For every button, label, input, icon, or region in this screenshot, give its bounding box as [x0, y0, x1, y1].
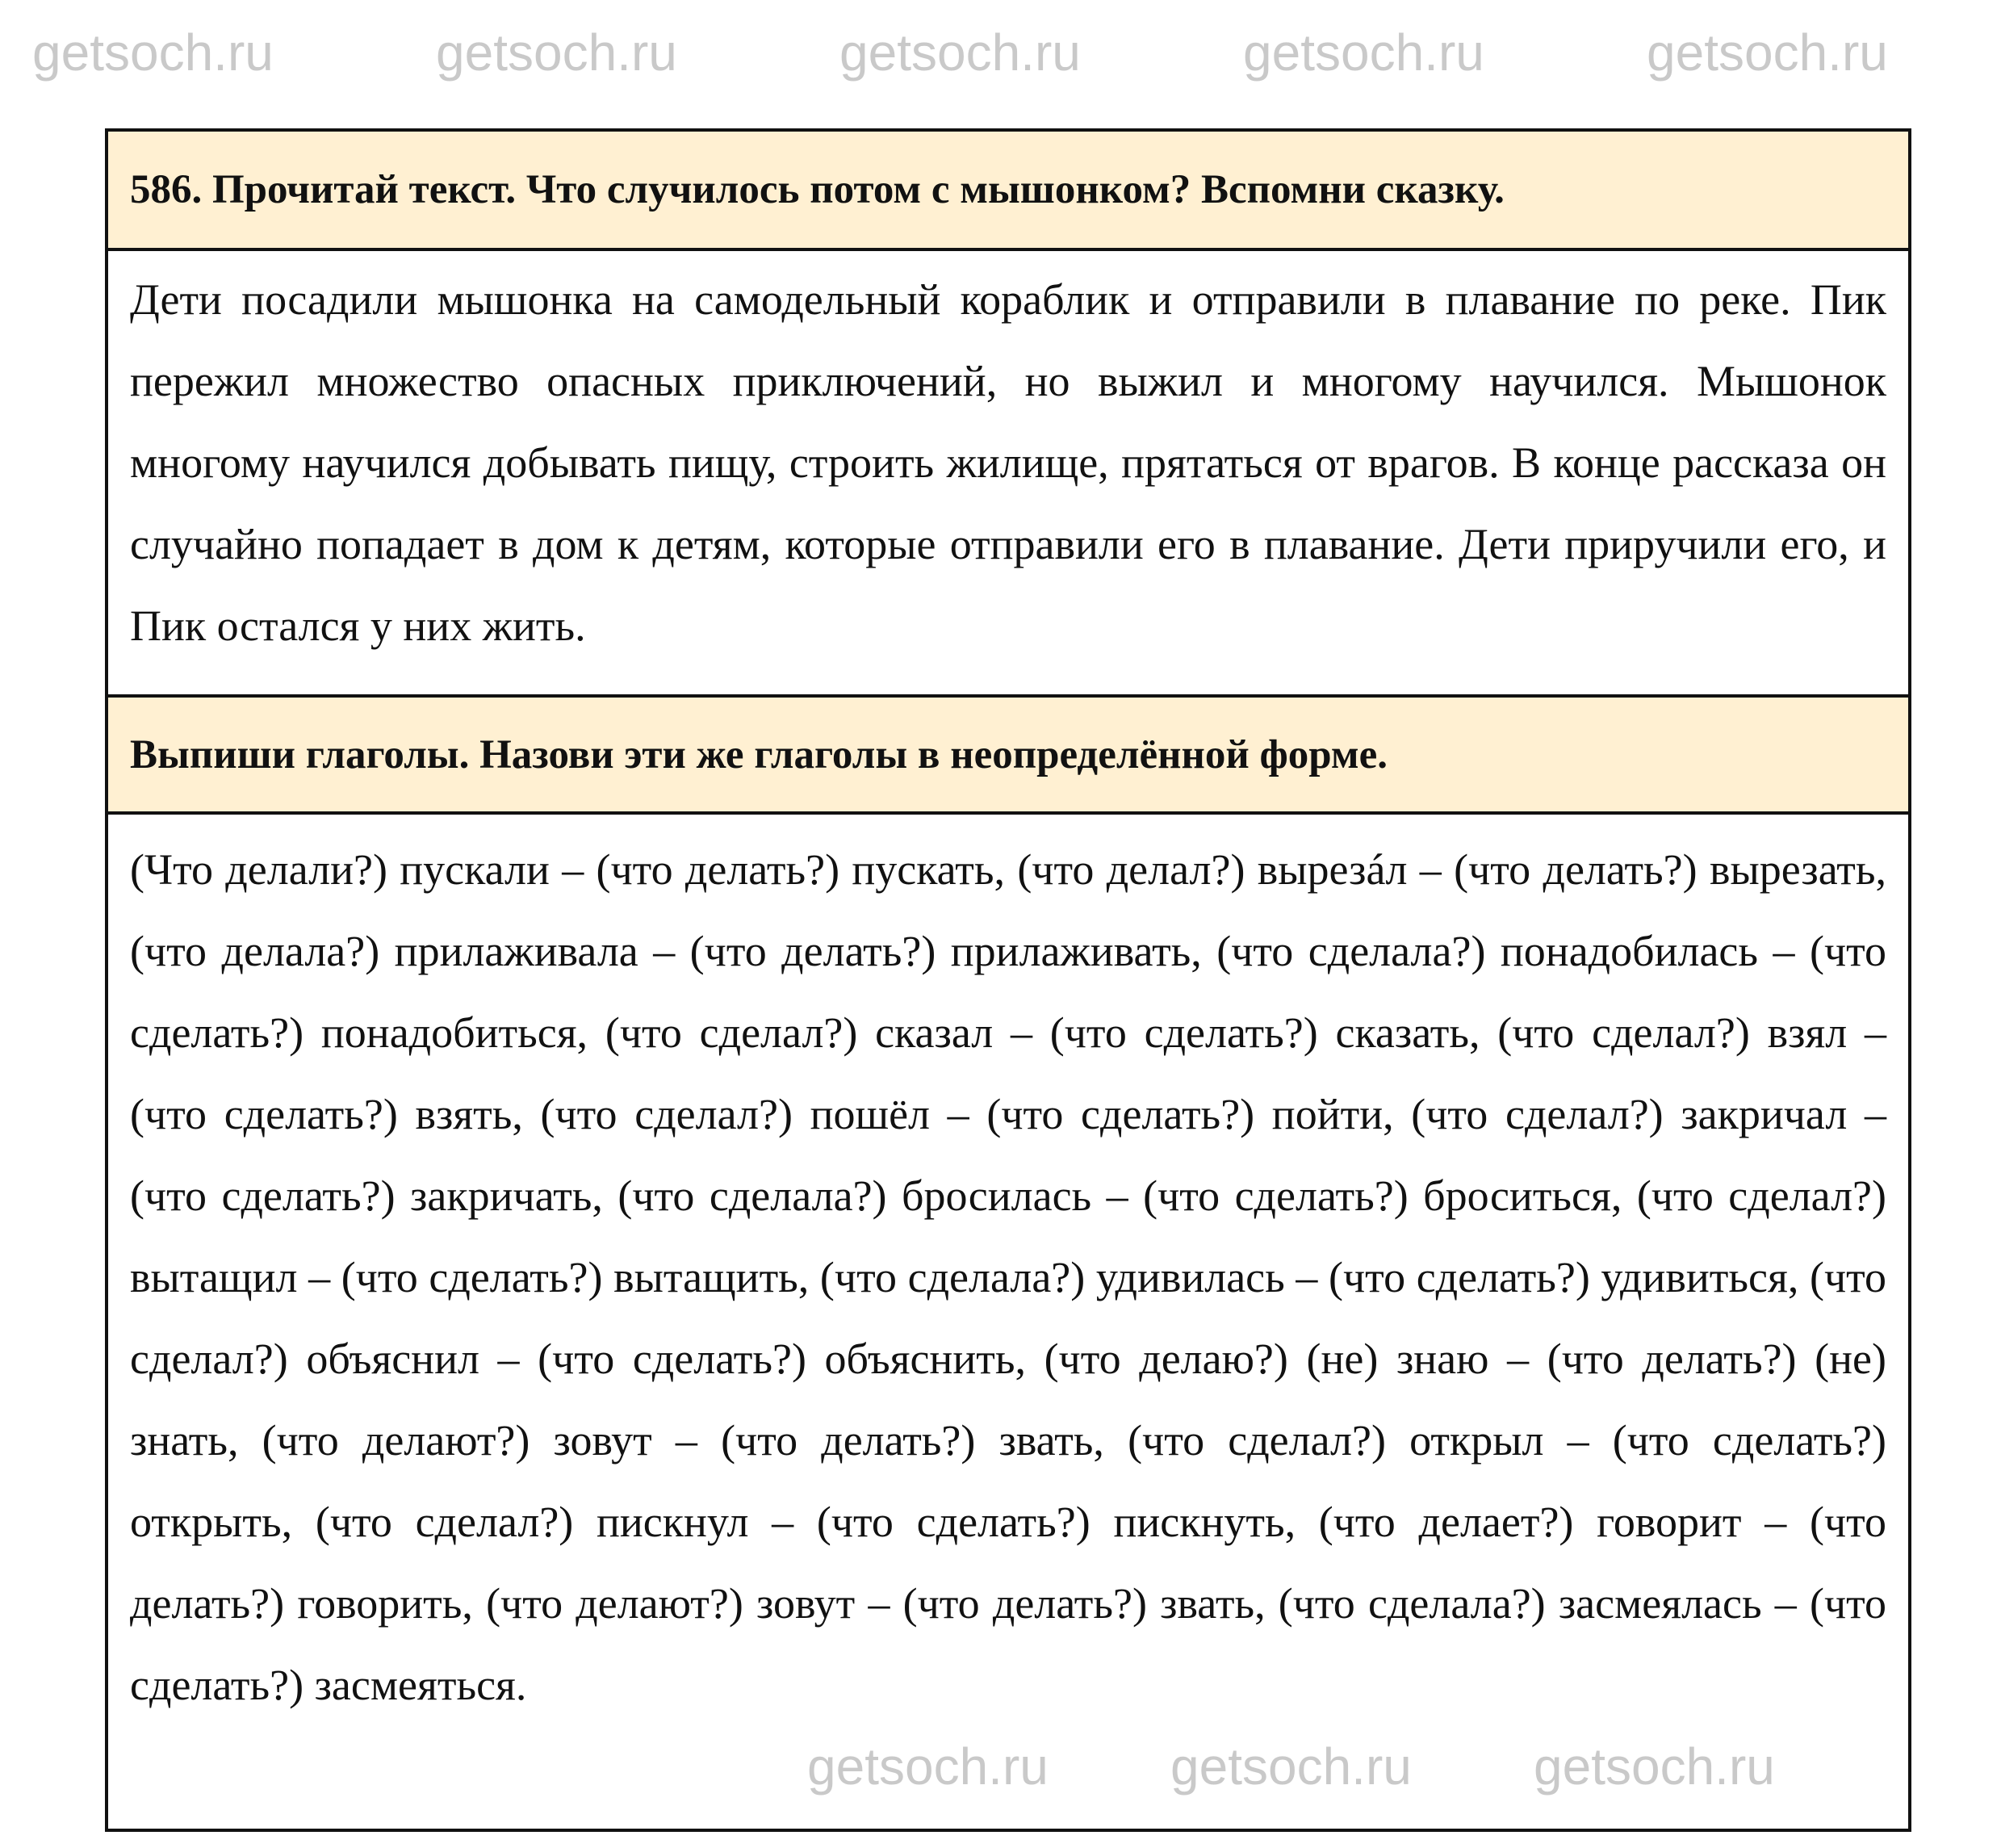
watermark: getsoch.ru: [436, 23, 677, 82]
watermark: getsoch.ru: [1243, 23, 1484, 82]
watermark: getsoch.ru: [1647, 23, 1888, 82]
watermark: getsoch.ru: [839, 23, 1081, 82]
task-header: 586. Прочитай текст. Что случилось потом с мышонком? Вспомни сказку.: [108, 132, 1908, 251]
watermark: getsoch.ru: [807, 1737, 1049, 1796]
task-text: Дети посадили мышонка на самодельный кораблик и отправили в плавание по реке. Пик пережил множество опасных приключений, но выжил и многому научился. Мышонок многому научился добывать пищу, строить жилище, прятаться от врагов. В конце рассказа он случайно попадает в дом к детям, которые отправили его в плавание. Дети приручили его, и Пик остался у них жить.: [130, 275, 1886, 650]
answer-text: (Что делали?) пускали – (что делать?) пускать, (что делал?) вырезáл – (что делать?) вырезать, (что делала?) прилаживала – (что делать?) прилаживать, (что сделала?) понадобилась – (что сделать?) понадобиться, (что сделал?) сказал – (что сделать?) сказать, (что сделал?) взял – (что сделать?) взять, (что сделал?) пошёл – (что сделать?) пойти, (что сделал?) закричал – (что сделать?) закричать, (что сделала?) бросилась – (что сделать?) броситься, (что сделал?) вытащил – (что сделать?) вытащить, (что сделала?) удивилась – (что сделать?) удивиться, (что сделал?) объяснил – (что сделать?) объяснить, (что делаю?) (не) знаю – (что делать?) (не) знать, (что делают?) зовут – (что делать?) звать, (что сделал?) открыл – (что сделать?) открыть, (что сделал?) пискнул – (что сделать?) пискнуть, (что делает?) говорит – (что делать?) говорить, (что делают?) зовут – (что делать?) звать, (что сделала?) засмеялась – (что сделать?) засмеяться.: [130, 845, 1886, 1709]
watermark: getsoch.ru: [32, 23, 274, 82]
exercise-table: [105, 128, 1911, 1832]
watermark: getsoch.ru: [1170, 1737, 1412, 1796]
watermark: getsoch.ru: [1534, 1737, 1775, 1796]
subtask-header: Выпиши глаголы. Назови эти же глаголы в неопределённой форме.: [108, 694, 1908, 815]
